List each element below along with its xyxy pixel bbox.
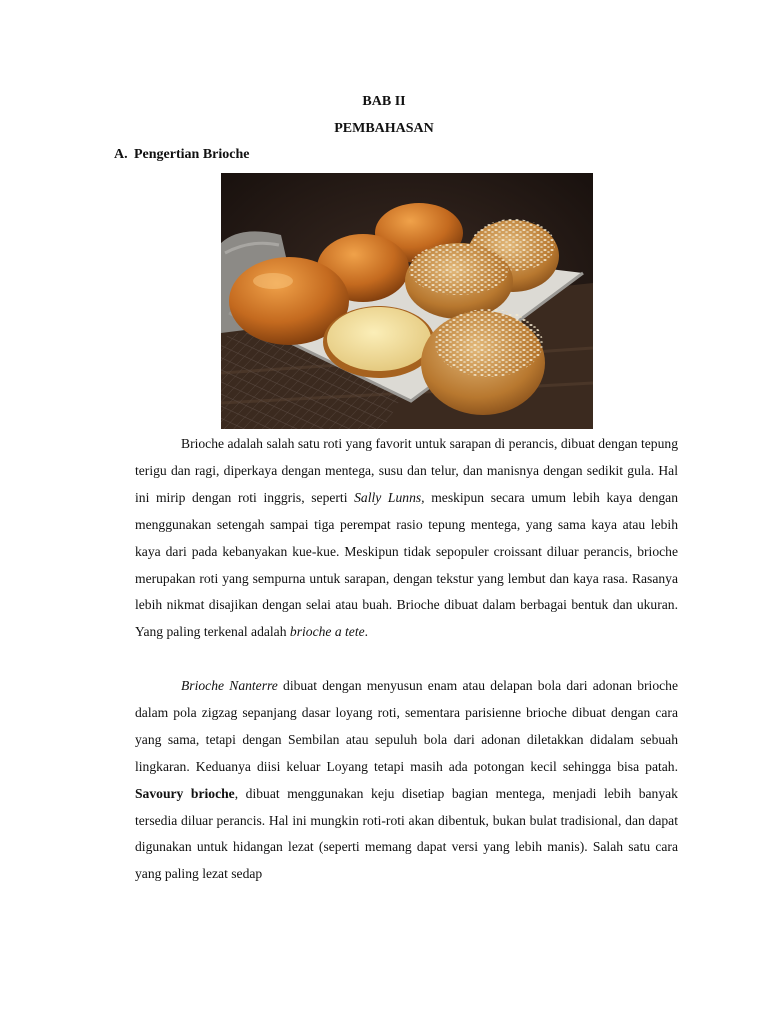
chapter-title: BAB II	[362, 94, 406, 109]
brioche-photo	[221, 173, 593, 429]
section-number: A.	[114, 147, 128, 162]
paragraph-2-text-a: dibuat dengan menyusun enam atau delapan bola dari adonan brioche dalam pola zigzag sepanjang dasar loyang roti, sementara parisienne brioche dibuat dengan cara yang sama, tetapi dengan Sembilan atau sepuluh bola dari adonan diletakkan didalam sebuah lingkaran. Keduanya diisi keluar Loyang tetapi masih ada potongan kecil sehingga bisa patah.	[135, 678, 678, 774]
brioche-buns-illustration	[221, 173, 593, 429]
paragraph-2-italic-brioche-nanterre: Brioche Nanterre	[181, 678, 278, 693]
section-heading	[114, 147, 249, 163]
paragraph-1	[135, 431, 678, 646]
section-title: Pengertian Brioche	[134, 147, 250, 162]
paragraph-2-bold-savoury-brioche: Savoury brioche	[135, 785, 235, 801]
paragraph-2-text-b: , dibuat menggunakan keju disetiap bagian mentega, menjadi lebih banyak tersedia diluar perancis. Hal ini mungkin roti-roti akan dibentuk, bukan bulat tradisional, dan dapat digunakan untuk hidangan lezat (seperti memang dapat versi yang lebih manis). Salah satu cara yang paling lezat sedap	[135, 785, 678, 882]
paragraph-2	[135, 673, 678, 888]
paragraph-1-text-c: .	[364, 624, 369, 640]
chapter-subtitle: PEMBAHASAN	[334, 121, 434, 136]
paragraph-1-italic-brioche-a-tete: brioche a tete	[289, 624, 365, 640]
paragraph-1-text-a: Brioche adalah salah satu roti yang favorit untuk sarapan di perancis, dibuat dengan tepung terigu dan ragi, diperkaya dengan mentega, susu dan telur, dan manisnya dengan sedikit gula. Hal ini mirip dengan roti inggris, seperti	[135, 436, 678, 505]
paragraph-1-text-b: meskipun secara umum lebih kaya dengan menggunakan setengah sampai tiga perempat rasio tepung mentega, yang sama kaya atau lebih kaya dari pada kebanyakan kue-kue. Meskipun tidak sepopuler croissant diluar perancis, brioche merupakan roti yang sempurna untuk sarapan, dengan tekstur yang lembut dan kaya rasa. Rasanya lebih nikmat disajikan dengan selai atau buah. Brioche dibuat dalam berbagai bentuk dan ukuran. Yang paling terkenal adalah	[135, 489, 679, 640]
paragraph-1-italic-sally-lunns: Sally Lunns,	[354, 489, 425, 505]
